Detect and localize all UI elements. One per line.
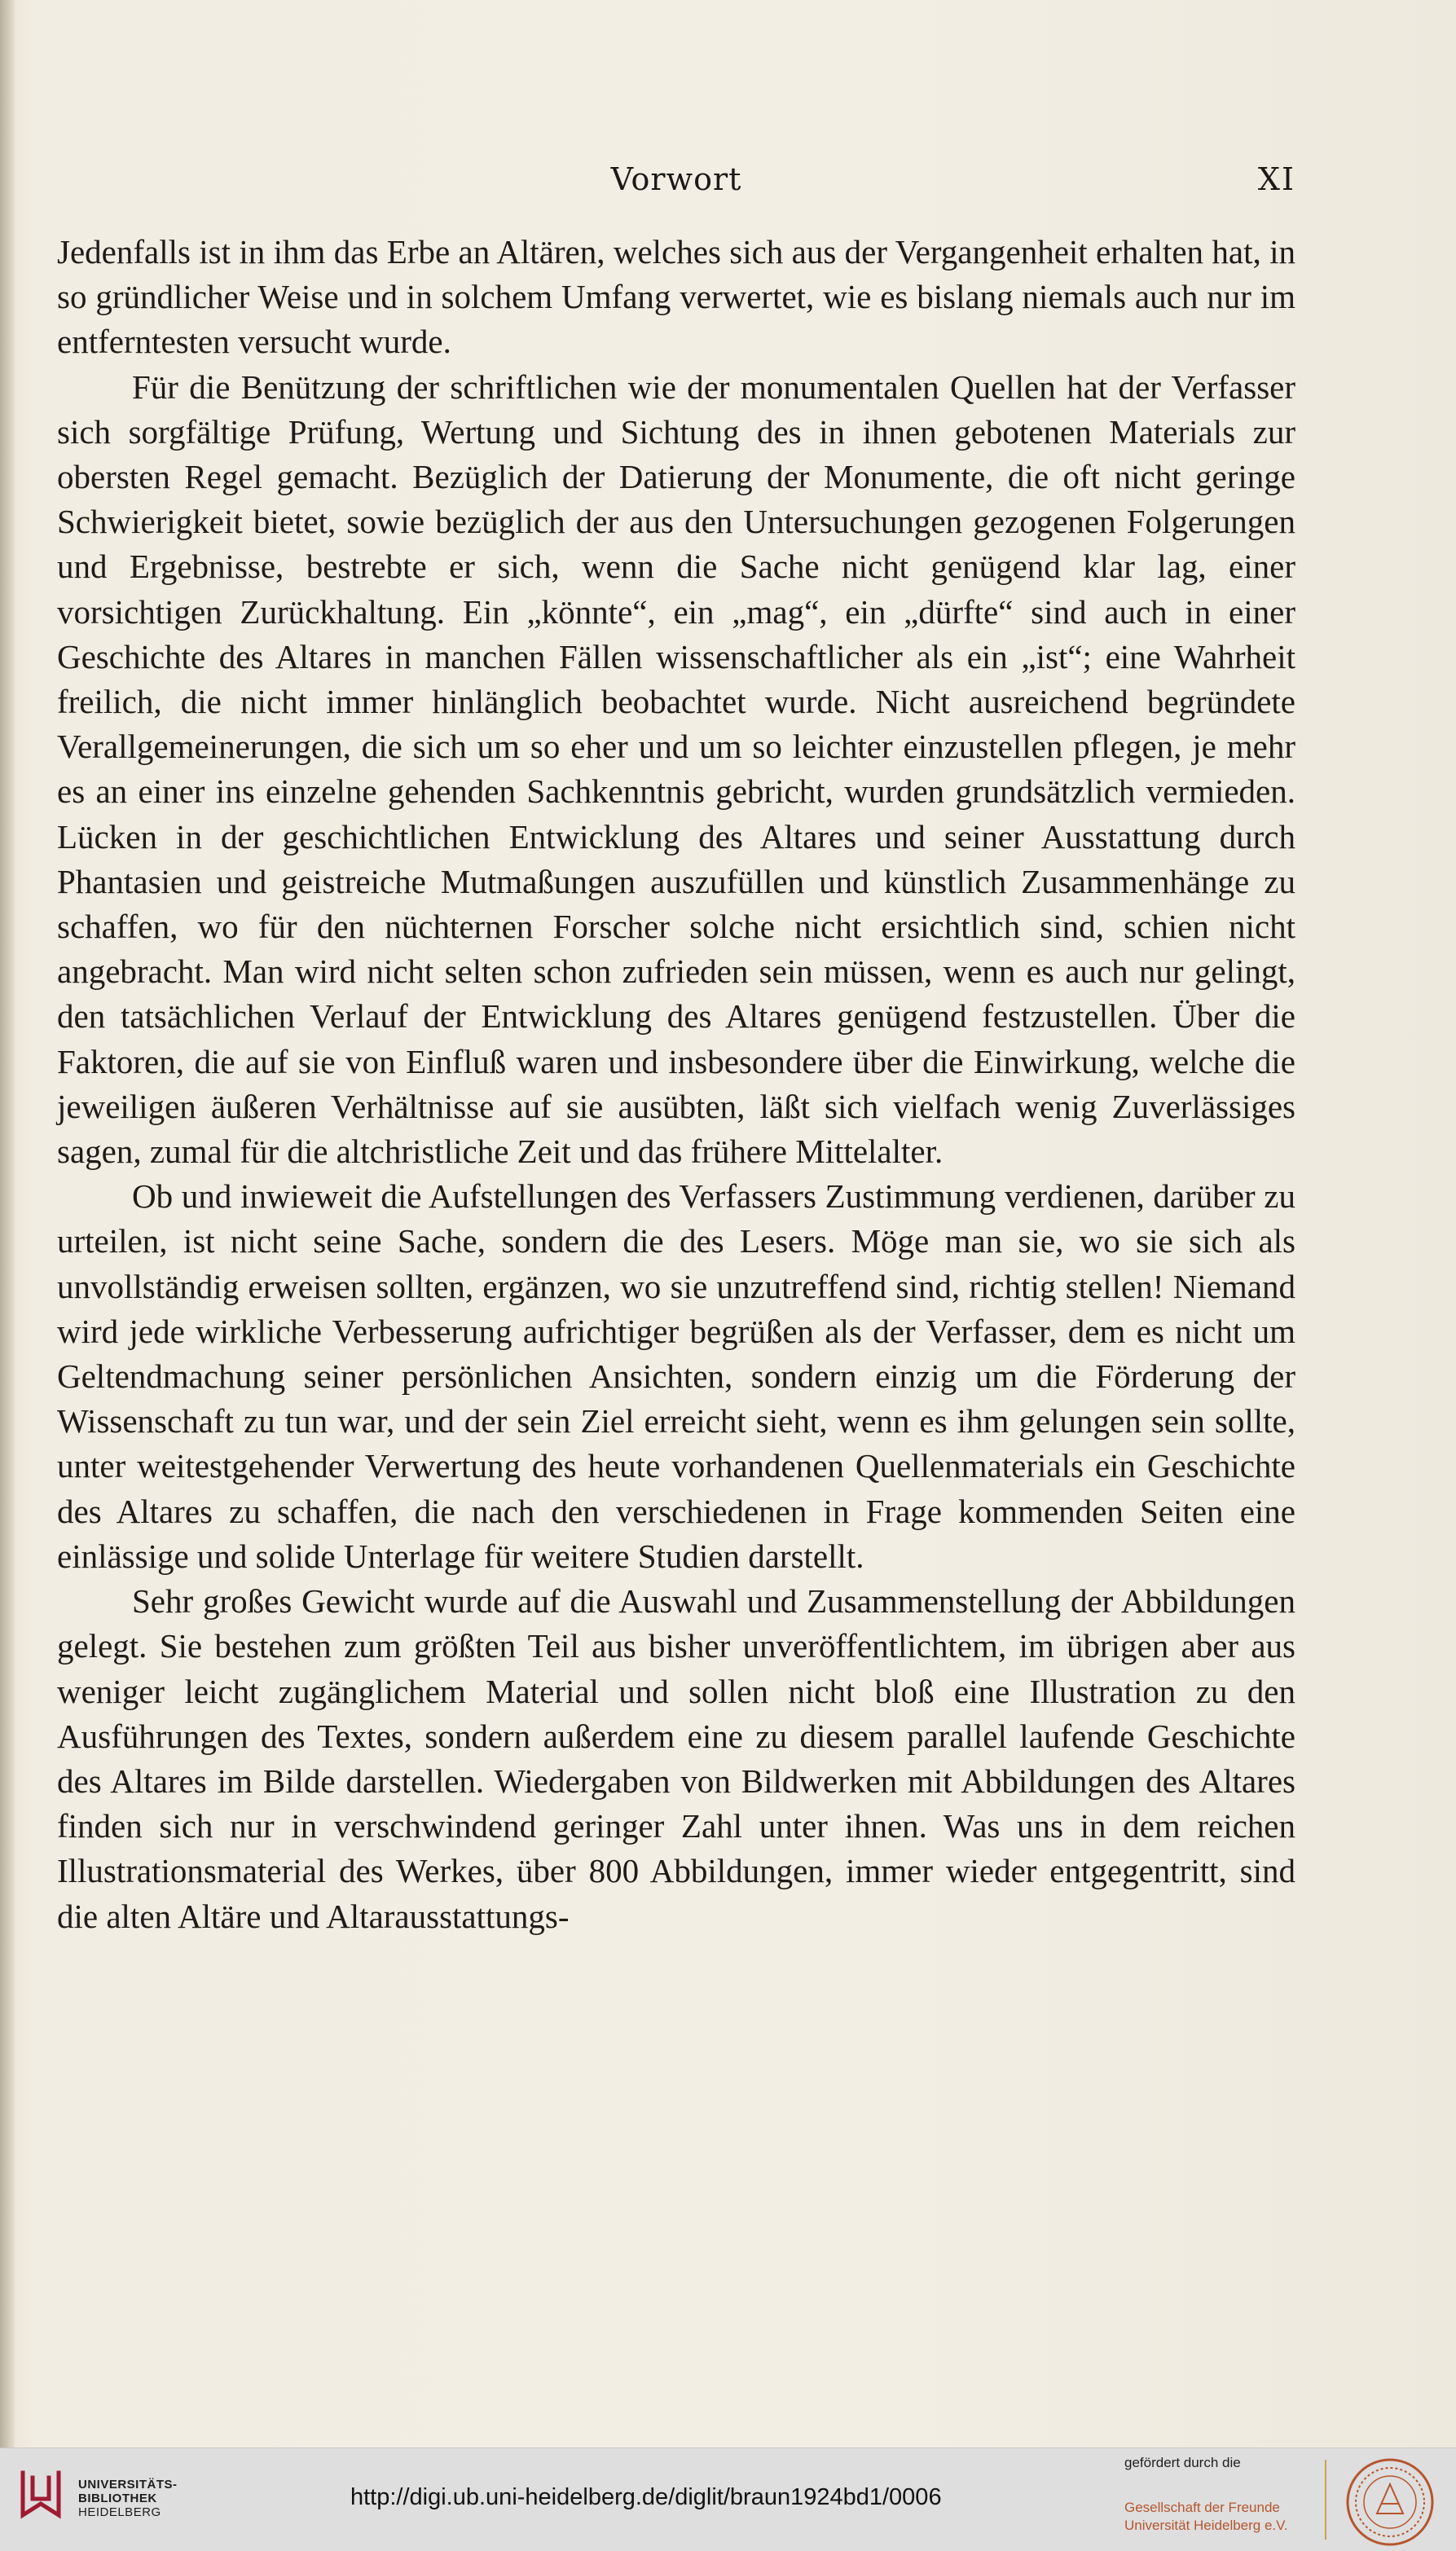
university-library-logo-icon[interactable] [18, 2461, 64, 2527]
page-number: XI [1257, 161, 1295, 197]
sponsor-name[interactable] [1124, 2499, 1328, 2535]
permalink-url[interactable]: http://digi.ub.uni-heidelberg.de/diglit/braun1924bd1/0006 [350, 2484, 942, 2510]
library-name-line2: BIBLIOTHEK [78, 2492, 157, 2505]
sponsor-divider [1325, 2460, 1326, 2540]
sponsor-name-line2: Universität Heidelberg e.V. [1124, 2518, 1288, 2533]
library-name-line1: UNIVERSITÄTS- [78, 2478, 178, 2492]
university-seal-icon[interactable] [1344, 2456, 1436, 2548]
viewer-footer [0, 2448, 1456, 2551]
paragraph-4: Sehr großes Gewicht wurde auf die Auswahl und Zusammenstellung der Abbildungen gelegt. Sie bestehen zum größten Teil aus bisher unveröffentlichtem, im übrigen aber aus weniger leicht zugänglichem Material und sollen nicht bloß eine Illustration zu den Ausführungen des Textes, sondern außerdem eine zu diesem parallel laufende Geschichte des Altares im Bilde darstellen. Wiedergaben von Bildwerken mit Abbildungen des Altares finden sich nur in verschwindend geringer Zahl unter ihnen. Was uns in dem reichen Illustrationsmaterial des Werkes, über 800 Abbildungen, immer wieder entgegentritt, sind die alten Altäre und Altarausstattungs- [57, 1582, 1295, 1935]
paragraph-2: Für die Benützung der schriftlichen wie der monumentalen Quellen hat der Verfasser sich sorgfältige Prüfung, Wertung und Sichtung des in ihnen gebotenen Materials zur obersten Regel gemacht. Bezüglich der Datierung der Monumente, die oft nicht geringe Schwierigkeit bietet, sowie bezüglich der aus den Untersuchungen gezogenen Folgerungen und Ergebnisse, bestrebte er sich, wenn die Sache nicht genügend klar lag, einer vorsichtigen Zurückhaltung. Ein „könnte“, ein „mag“, ein „dürfte“ sind auch in einer Geschichte des Altares in manchen Fällen wissenschaftlicher als ein „ist“; eine Wahrheit freilich, die nicht immer hinlänglich beobachtet wurde. Nicht ausreichend begründete Verallgemeinerungen, die sich um so eher und um so leichter einzustellen pflegen, je mehr es an einer ins einzelne gehenden Sachkenntnis gebricht, wurden grundsätzlich vermieden. Lücken in der geschichtlichen Entwicklung des Altares und seiner Ausstattung durch Phantasien und geistreiche Mutmaßungen auszufüllen und künstlich Zusammenhänge zu schaffen, wo für den nüchternen Forscher solche nicht ersichtlich sind, schien nicht angebracht. Man wird nicht selten schon zufrieden sein müssen, wenn es auch nur gelingt, den tatsächlichen Verlauf der Entwicklung des Altares genügend festzustellen. Über die Faktoren, die auf sie von Einfluß waren und insbesondere über die Einwirkung, welche die jeweiligen äußeren Verhältnisse auf sie ausübten, läßt sich vielfach wenig Zuverlässiges sagen, zumal für die altchristliche Zeit und das frühere Mittelalter. [57, 367, 1295, 1171]
paragraph-3: Ob und inwieweit die Aufstellungen des Verfassers Zustimmung verdienen, darüber zu urteilen, ist nicht seine Sache, sondern die des Lesers. Möge man sie, wo sie sich als unvollständig erweisen sollten, ergänzen, wo sie unzutreffend sind, richtig stellen! Niemand wird jede wirkliche Verbesserung aufrichtiger begrüßen als der Verfasser, dem es nicht um Geltendmachung seiner persönlichen Ansichten, sondern einzig um die Förderung der Wissenschaft zu tun war, und der sein Ziel erreicht sieht, wenn es ihm gelungen sein sollte, unter weitestgehender Verwertung des heute vorhandenen Quellenmaterials ein Geschichte des Altares zu schaffen, die nach den verschiedenen in Frage kommenden Seiten eine einlässige und solide Unterlage für weitere Studien darstellt. [57, 1177, 1295, 1575]
running-head [57, 161, 1295, 202]
paragraph-1: Jedenfalls ist in ihm das Erbe an Altären, welches sich aus der Vergangenheit erhalten hat, in so gründlicher Weise und in solchem Umfang verwertet, wie es bislang niemals auch nur im entferntesten versucht wurde. [57, 233, 1295, 361]
sponsor-name-line1: Gesellschaft der Freunde [1124, 2500, 1280, 2515]
page-title: Vorwort [610, 161, 742, 197]
library-name-line3: HEIDELBERG [78, 2505, 161, 2519]
body-text [57, 230, 1295, 1939]
page-binding-shadow [0, 0, 15, 2448]
library-name[interactable] [78, 2478, 209, 2519]
sponsor-label: gefördert durch die [1124, 2455, 1241, 2470]
